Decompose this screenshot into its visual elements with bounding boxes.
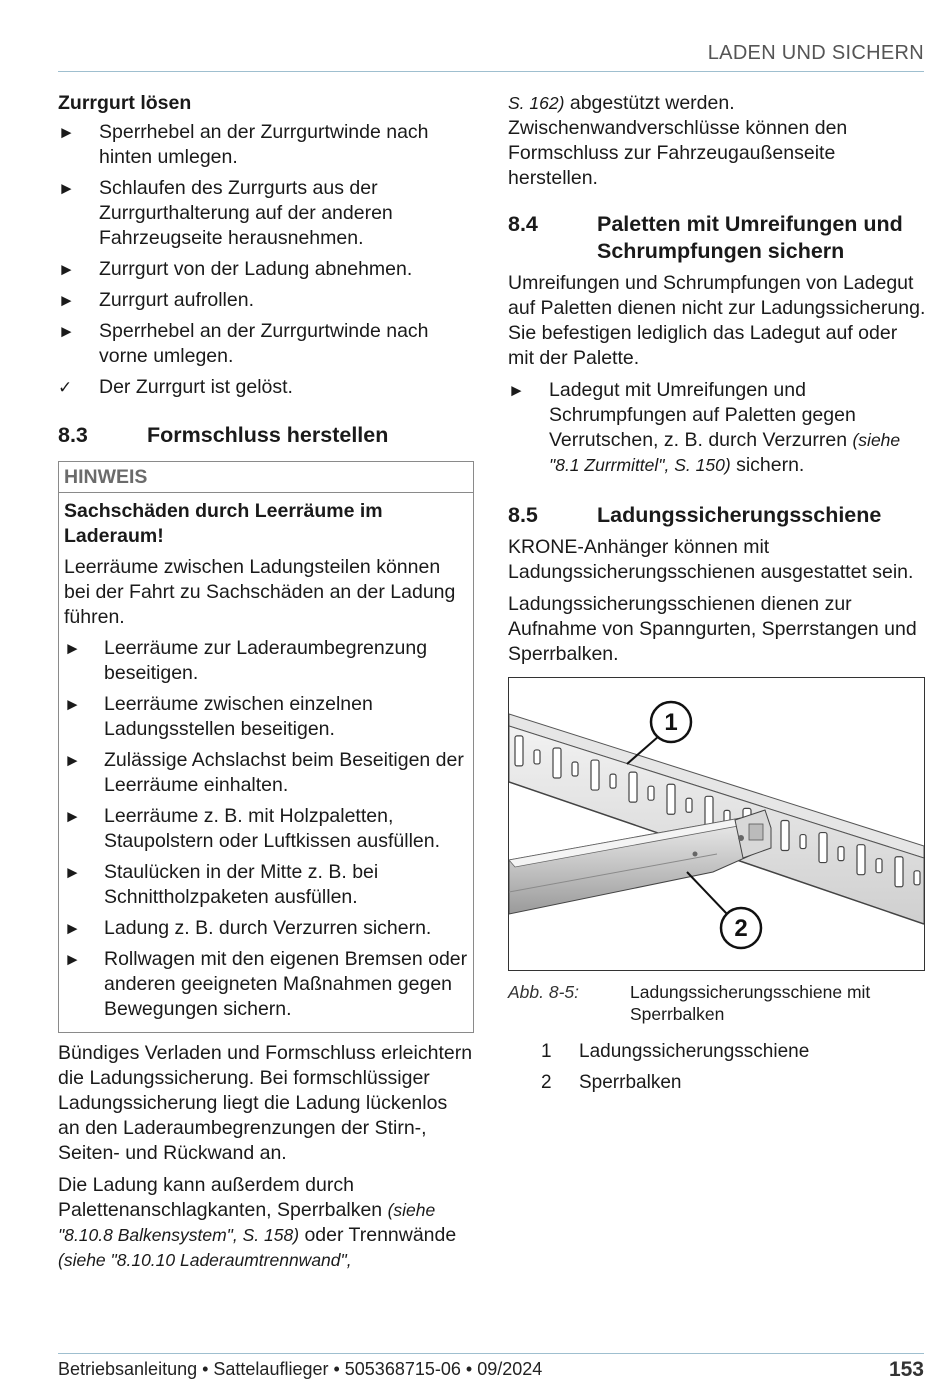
arrow-bullet-icon: ► [64, 639, 81, 658]
notice-label: HINWEIS [59, 462, 473, 493]
running-header: LADEN UND SICHERN [707, 42, 924, 64]
callout-2-label: 2 [734, 915, 748, 942]
list-item: ► Zurrgurt von der Ladung abnehmen. [58, 258, 413, 280]
rail-slot [515, 736, 523, 766]
list-item: ► Zulässige Achslachst beim Beseitigen der Leerräume einhalten. [64, 749, 464, 796]
arrow-bullet-icon: ► [64, 751, 81, 770]
legend-item [508, 1039, 926, 1064]
section-number: 8.3 [58, 423, 88, 447]
rail-slot [781, 820, 789, 850]
legend-number: 1 [541, 1041, 552, 1062]
notice-title: Sachschäden durch Leerräume im Laderaum! [64, 500, 383, 547]
rail-slot [876, 859, 882, 873]
arrow-bullet-icon: ► [58, 260, 75, 279]
rail-slot [705, 796, 713, 826]
callout-1-label: 1 [664, 709, 678, 736]
section-number: 8.4 [508, 212, 538, 236]
footer-text: Betriebsanleitung • Sattelauflieger • 505368715-06 • 09/2024 [58, 1359, 543, 1379]
right-column [508, 91, 926, 1101]
section-number: 8.5 [508, 503, 538, 527]
rail-slot [591, 760, 599, 790]
list-item: ► Sperrhebel an der Zurrgurtwinde nach hinten umlegen. [58, 121, 429, 168]
section-heading-8-4 [508, 211, 926, 265]
section-title: Paletten mit Umreifungen und Schrumpfungen sichern [597, 212, 903, 263]
caption-text: Ladungssicherungsschiene mit Sperrbalken [630, 982, 871, 1024]
paragraph-additional-securing: Die Ladung kann außerdem durch Palettenanschlagkanten, Sperrbalken (siehe "8.10.8 Balkensystem", S. 158) oder Trennwände (siehe "8.10.10 Laderaumtrennwand", [58, 1174, 457, 1270]
list-item: ► Leerräume z. B. mit Holzpaletten, Staupolstern oder Luftkissen ausfüllen. [64, 805, 441, 852]
rail-slot [819, 833, 827, 863]
list-item: ► Staulücken in der Mitte z. B. bei Schnittholzpaketen ausfüllen. [64, 861, 379, 908]
cross-reference-link[interactable]: S. 162) [508, 93, 565, 113]
list-item: ► Zurrgurt aufrollen. [58, 289, 254, 311]
list-item: ► Ladung z. B. durch Verzurren sichern. [64, 917, 432, 939]
legend-text: Ladungssicherungsschiene [579, 1041, 810, 1062]
paragraph-banding: Umreifungen und Schrumpfungen von Ladegut auf Paletten dienen nicht zur Ladungssicherung. Sie befestigen lediglich das Ladegut auf oder mit der Palette. [508, 272, 926, 369]
arrow-bullet-icon: ► [58, 322, 75, 341]
list-item: ► Ladegut mit Umreifungen und Schrumpfungen auf Paletten gegen Verrutschen, z. B. durch Verzurren (siehe "8.1 Zurrmittel", S. 150) sichern. [508, 379, 901, 476]
legend-text: Sperrbalken [579, 1072, 682, 1093]
paragraph-form-fit: Bündiges Verladen und Formschluss erleichtern die Ladungssicherung. Bei formschlüssiger Ladungssicherung liegt die Ladung lückenlos an den Laderaumbegrenzungen der Stirn-, Seiten- und Rückwand an. [58, 1042, 473, 1164]
footer-divider [58, 1353, 924, 1354]
rail-slot [914, 871, 920, 885]
arrow-bullet-icon: ► [64, 950, 81, 969]
pallet-steps-list [508, 378, 926, 478]
rail-slot [610, 774, 616, 788]
untie-heading: Zurrgurt lösen [58, 92, 192, 114]
section-heading-8-5 [508, 502, 926, 529]
paragraph-continuation: S. 162) abgestützt werden. Zwischenwandverschlüsse können den Formschluss zur Fahrzeugaußenseite herstellen. [508, 92, 848, 189]
rail-slot [648, 786, 654, 800]
notice-steps-list [64, 636, 468, 1022]
rail-slot [553, 748, 561, 778]
header-divider [58, 71, 924, 72]
cross-reference-link[interactable]: (siehe "8.10.10 Laderaumtrennwand", [58, 1250, 352, 1270]
untie-steps-list [58, 120, 474, 400]
paragraph-rails-purpose: Ladungssicherungsschienen dienen zur Aufnahme von Spanngurten, Sperrstangen und Sperrbalken. [508, 593, 917, 665]
caption-label: Abb. 8-5: [508, 982, 580, 1002]
rail-illustration [509, 678, 924, 970]
arrow-bullet-icon: ► [64, 919, 81, 938]
rail-slot [800, 835, 806, 849]
section-heading-8-3 [58, 422, 474, 449]
notice-box [58, 461, 474, 1033]
arrow-bullet-icon: ► [58, 291, 75, 310]
paragraph-rails-intro: KRONE-Anhänger können mit Ladungssicherungsschienen ausgestattet sein. [508, 536, 914, 583]
section-title: Ladungssicherungsschiene [597, 503, 882, 527]
rail-slot [534, 750, 540, 764]
notice-text: Leerräume zwischen Ladungsteilen können bei der Fahrt zu Sachschäden an der Ladung führen. [64, 556, 456, 628]
rail-slot [667, 784, 675, 814]
cross-reference-link[interactable]: (siehe "8.10.8 Balkensystem", S. 158) [58, 1200, 436, 1245]
list-item: ► Leerräume zwischen einzelnen Ladungsstellen beseitigen. [64, 693, 373, 740]
list-item: ► Rollwagen mit den eigenen Bremsen oder anderen geeigneten Maßnahmen gegen Bewegungen sichern. [64, 948, 468, 1020]
checkmark-icon: ✓ [58, 378, 73, 397]
notice-body [59, 493, 473, 1032]
rail-slot [572, 762, 578, 776]
page-number: 153 [888, 1358, 924, 1381]
legend-item [508, 1070, 926, 1095]
left-column [58, 91, 474, 1280]
arrow-bullet-icon: ► [58, 179, 75, 198]
arrow-bullet-icon: ► [64, 695, 81, 714]
cross-reference-link[interactable]: (siehe "8.1 Zurrmittel", S. 150) [549, 430, 901, 475]
legend-number: 2 [541, 1072, 552, 1093]
rail-figure [508, 677, 925, 971]
rail-slot [686, 798, 692, 812]
arrow-bullet-icon: ► [64, 863, 81, 882]
arrow-bullet-icon: ► [64, 807, 81, 826]
list-item: ► Schlaufen des Zurrgurts aus der Zurrgurthalterung auf der anderen Fahrzeugseite herausnehmen. [58, 177, 393, 249]
rail-slot [895, 857, 903, 887]
list-item: ► Leerräume zur Laderaumbegrenzung beseitigen. [64, 637, 428, 684]
arrow-bullet-icon: ► [58, 123, 75, 142]
list-item: ► Sperrhebel an der Zurrgurtwinde nach vorne umlegen. [58, 320, 429, 367]
rail-slot [857, 845, 865, 875]
result-item: ✓ Der Zurrgurt ist gelöst. [58, 376, 293, 398]
figure-legend [508, 1039, 926, 1095]
rail-slot [838, 847, 844, 861]
arrow-bullet-icon: ► [508, 381, 525, 400]
rail-slot [629, 772, 637, 802]
figure-caption [508, 981, 926, 1025]
section-title: Formschluss herstellen [147, 423, 389, 447]
